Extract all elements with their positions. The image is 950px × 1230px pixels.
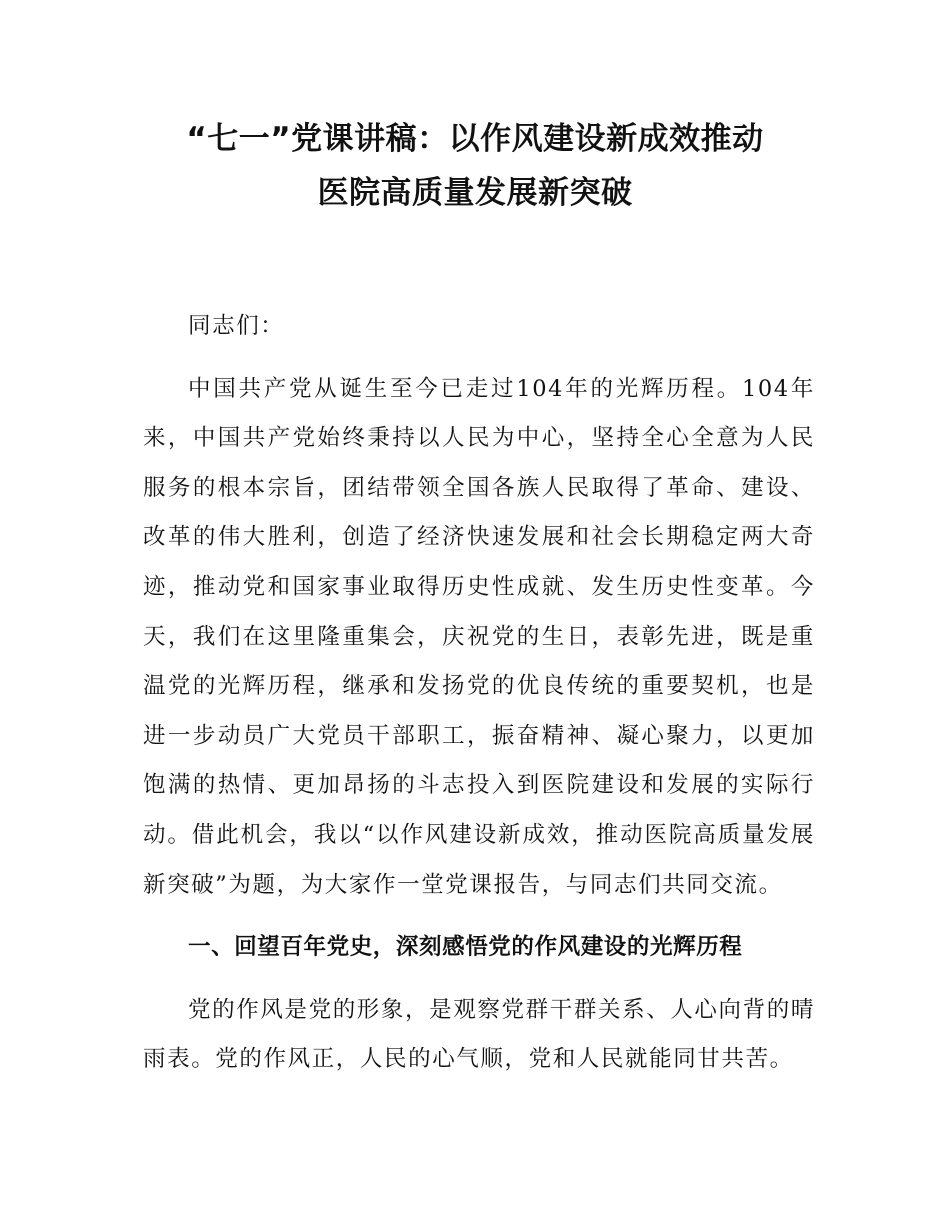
salutation: 同志们： bbox=[188, 313, 285, 339]
section-heading-1: 一、回望百年党史，深刻感悟党的作风建设的光辉历程 bbox=[188, 934, 743, 961]
document-title bbox=[100, 112, 850, 220]
paragraph-section-1: 党的作风是党的形象，是观察党群干群关系、人心向背的晴雨表。党的作风正，人民的心气顺，党和人民就能同甘共苦。 bbox=[143, 996, 815, 1073]
title-line-2: 医院高质量发展新突破 bbox=[317, 175, 633, 211]
document-body bbox=[143, 302, 815, 1098]
paragraph-intro: 中国共产党从诞生至今已走过104年的光辉历程。104年来，中国共产党始终秉持以人民为中心，坚持全心全意为人民服务的根本宗旨，团结带领全国各族人民取得了革命、建设、改革的伟大胜利，创造了经济快速发展和社会长期稳定两大奇迹，推动党和国家事业取得历史性成就、发生历史性变革。今天，我们在这里隆重集会，庆祝党的生日，表彰先进，既是重温党的光辉历程，继承和发扬党的优良传统的重要契机，也是进一步动员广大党员干部职工，振奋精神、凝心聚力，以更加饱满的热情、更加昂扬的斗志投入到医院建设和发展的实际行动。借此机会，我以“以作风建设新成效，推动医院高质量发展新突破”为题，为大家作一堂党课报告，与同志们共同交流。 bbox=[143, 375, 815, 898]
title-line-1: “七一”党课讲稿：以作风建设新成效推动 bbox=[186, 121, 764, 157]
